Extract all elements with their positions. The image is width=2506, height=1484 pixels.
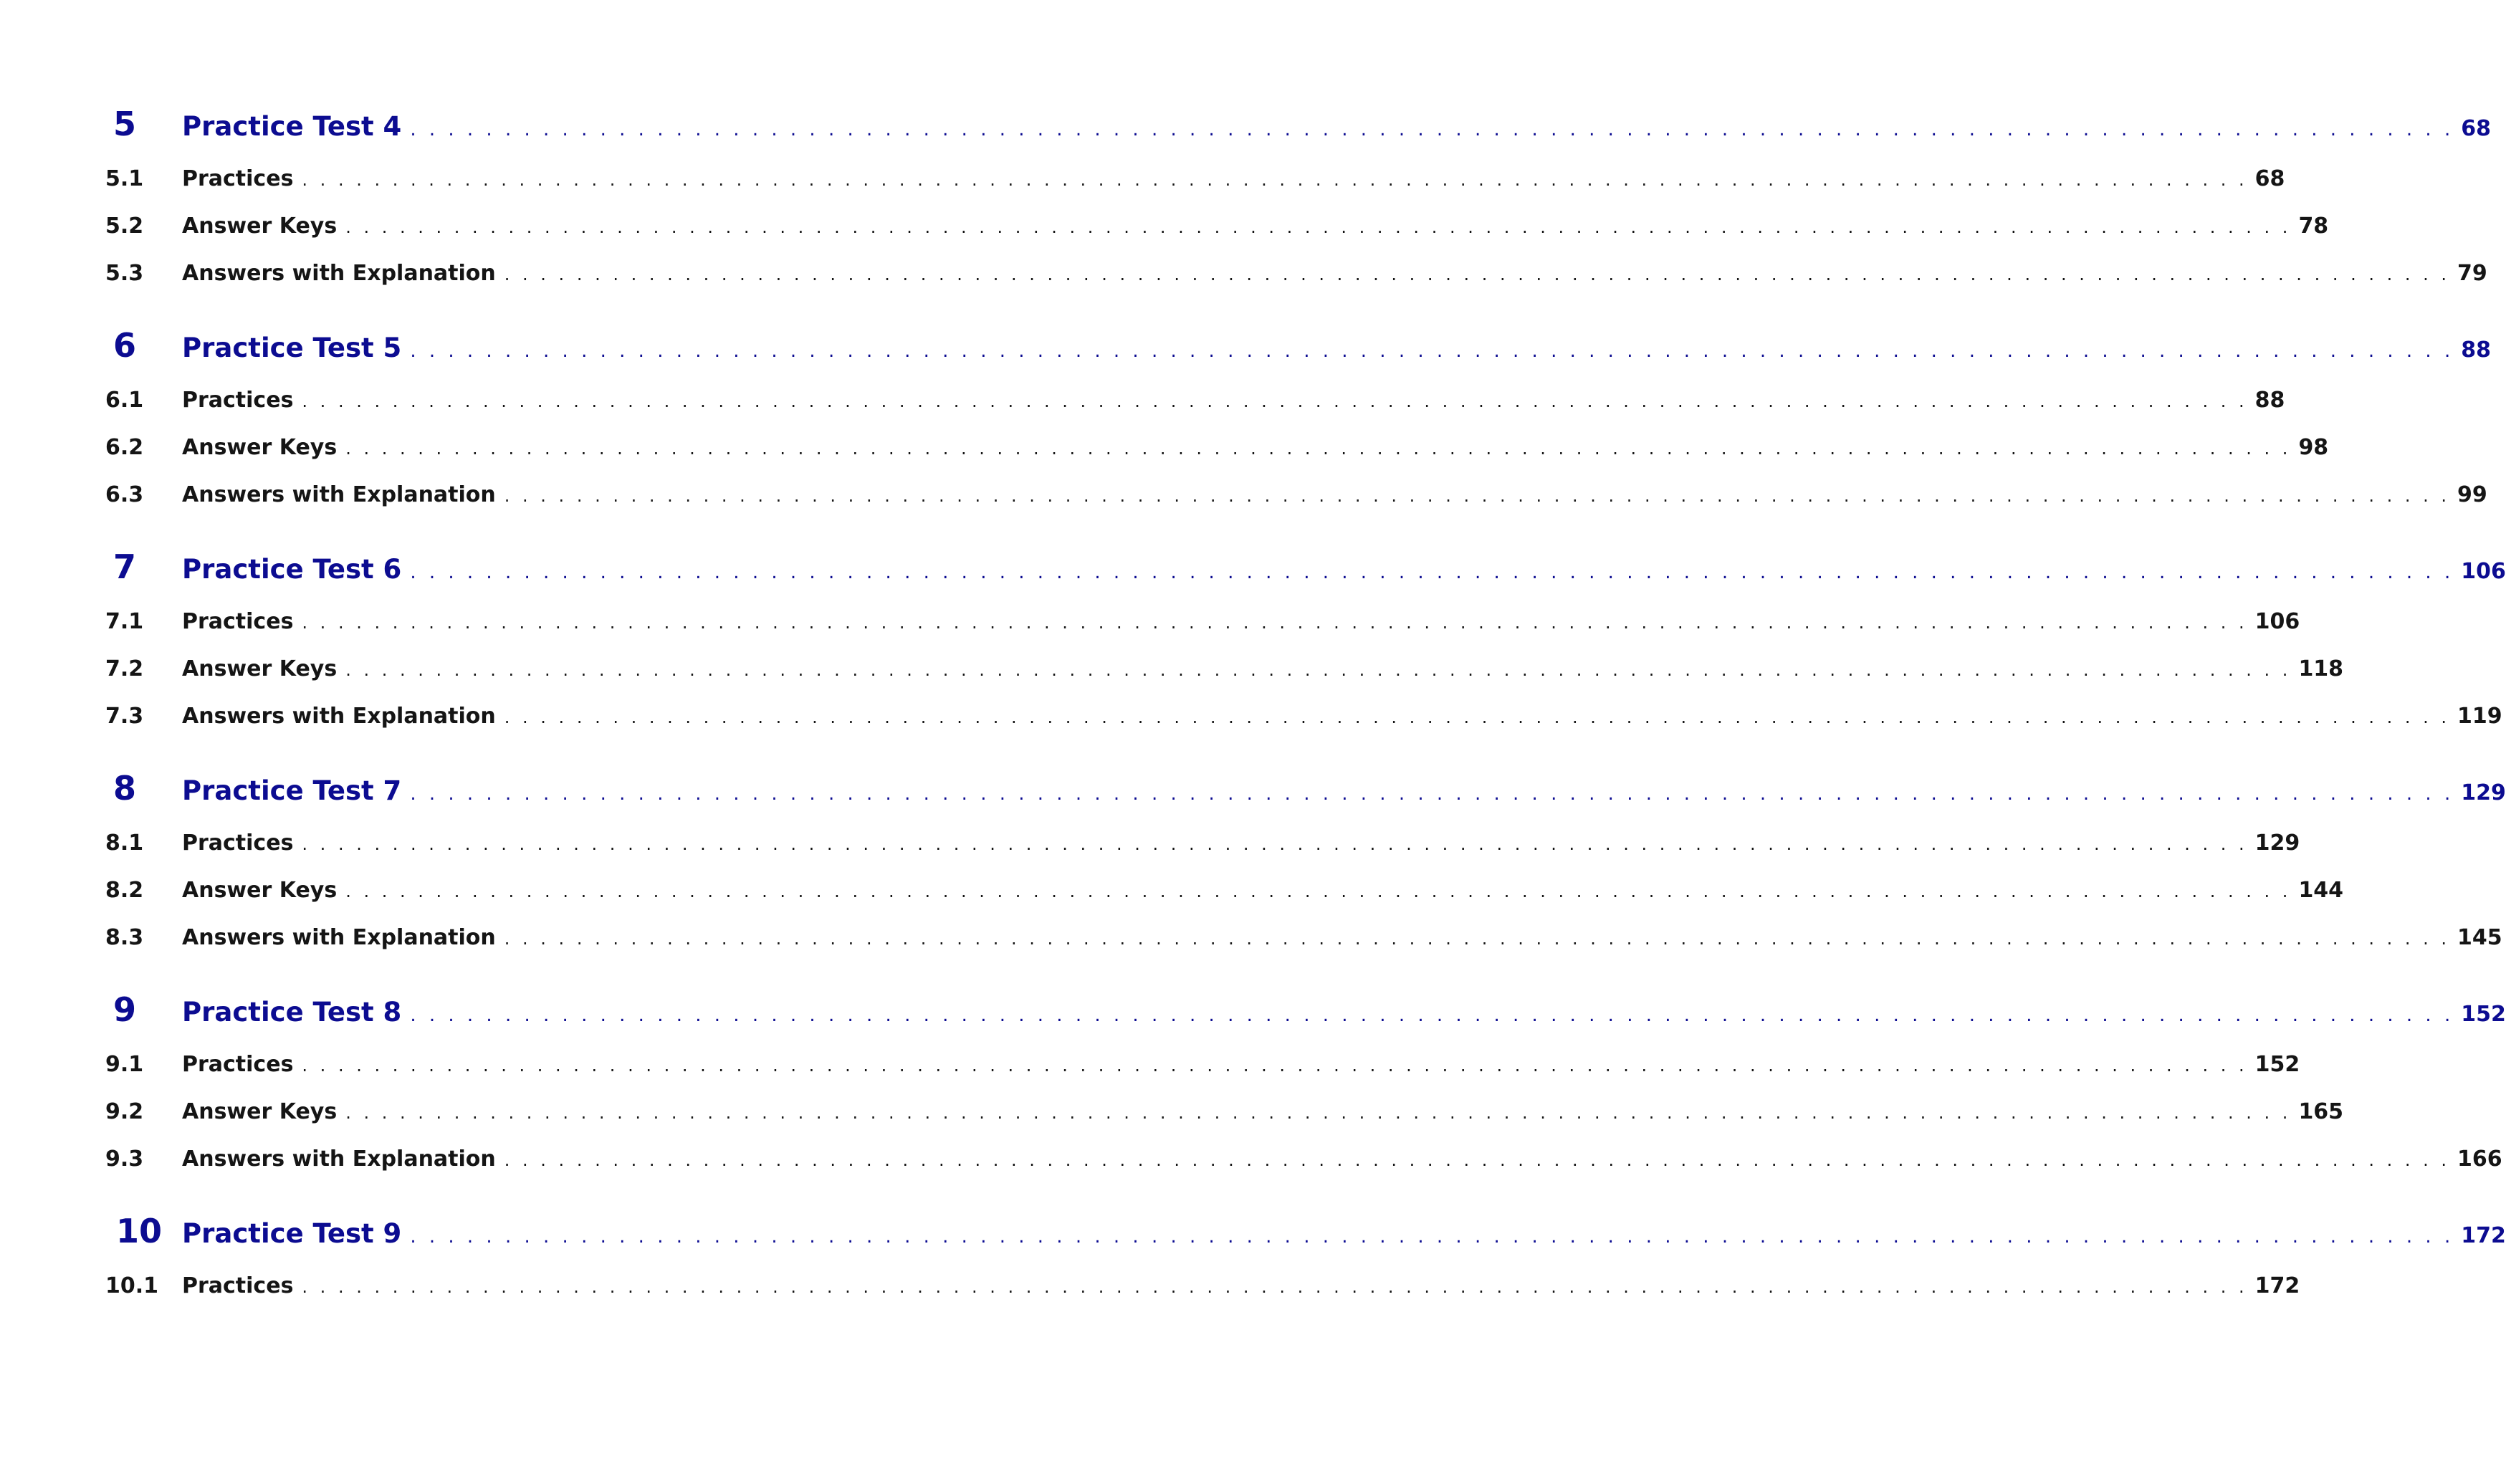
section-entry-8-2[interactable] [0,878,2344,903]
section-page-number[interactable]: 78 [2298,214,2329,239]
chapter-title[interactable]: Practice Test 7 [182,775,402,806]
chapter-number: 10 [116,1212,163,1250]
section-number: 8.3 [105,925,144,950]
section-title[interactable]: Answers with Explanation [182,261,496,286]
chapter-entry-8[interactable] [0,769,2506,808]
section-title[interactable]: Answers with Explanation [182,704,496,729]
dot-leader: . . . . . . . . . . . . . . . . . . . . . . . . . . . . . . . . . . . . . . . . . . . . . . . . . . . . . . . . . . . . . . . . . . . . . . . . . . . . . . . . . . . . . . . . . . . . . . . . . . . . . . . . . . . . [410,340,2454,362]
section-page-number[interactable]: 68 [2254,166,2285,191]
section-entry-6-1[interactable] [0,388,2285,413]
section-number: 10.1 [105,1273,159,1298]
section-title[interactable]: Practices [182,830,294,856]
section-title[interactable]: Practices [182,1273,294,1298]
section-page-number[interactable]: 79 [2457,261,2487,286]
section-entry-5-1[interactable] [0,166,2285,191]
section-page-number[interactable]: 172 [2254,1273,2300,1298]
section-title[interactable]: Answers with Explanation [182,925,496,950]
section-number: 8.1 [105,830,144,856]
chapter-title[interactable]: Practice Test 5 [182,332,402,363]
section-entry-5-2[interactable] [0,214,2329,239]
chapter-page-number[interactable]: 172 [2461,1223,2506,1248]
section-page-number[interactable]: 144 [2298,878,2344,903]
section-entry-8-3[interactable] [0,925,2502,950]
section-entry-6-3[interactable] [0,482,2487,507]
dot-leader: . . . . . . . . . . . . . . . . . . . . . . . . . . . . . . . . . . . . . . . . . . . . . . . . . . . . . . . . . . . . . . . . . . . . . . . . . . . . . . . . . . . . . . . . . . . . . . . . . . . . . . . . . . . . [410,783,2454,805]
section-entry-5-3[interactable] [0,261,2487,286]
dot-leader: . . . . . . . . . . . . . . . . . . . . . . . . . . . . . . . . . . . . . . . . . . . . . . . . . . . . . . . . . . . . . . . . . . . . . . . . . . . . . . . . . . . . . . . . . . . . . . . . . . . . . . . . . . . . [345,217,2292,237]
section-page-number[interactable]: 99 [2457,482,2487,507]
section-entry-9-2[interactable] [0,1099,2344,1124]
section-title[interactable]: Answer Keys [182,1099,338,1124]
section-title[interactable]: Practices [182,388,294,413]
chapter-page-number[interactable]: 152 [2461,1002,2506,1027]
dot-leader: . . . . . . . . . . . . . . . . . . . . . . . . . . . . . . . . . . . . . . . . . . . . . . . . . . . . . . . . . . . . . . . . . . . . . . . . . . . . . . . . . . . . . . . . . . . . . . . . . . . . . . . . . . . . [410,1226,2454,1248]
section-page-number[interactable]: 165 [2298,1099,2344,1124]
dot-leader: . . . . . . . . . . . . . . . . . . . . . . . . . . . . . . . . . . . . . . . . . . . . . . . . . . . . . . . . . . . . . . . . . . . . . . . . . . . . . . . . . . . . . . . . . . . . . . . . . . . . . . . . . . . . [302,1277,2248,1297]
section-number: 9.2 [105,1099,144,1124]
section-title[interactable]: Practices [182,609,294,634]
dot-leader: . . . . . . . . . . . . . . . . . . . . . . . . . . . . . . . . . . . . . . . . . . . . . . . . . . . . . . . . . . . . . . . . . . . . . . . . . . . . . . . . . . . . . . . . . . . . . . . . . . . . . . . . . . . . [345,660,2292,680]
chapter-number: 5 [113,105,137,143]
dot-leader: . . . . . . . . . . . . . . . . . . . . . . . . . . . . . . . . . . . . . . . . . . . . . . . . . . . . . . . . . . . . . . . . . . . . . . . . . . . . . . . . . . . . . . . . . . . . . . . . . . . . . . . . . . . . [302,613,2248,633]
chapter-title[interactable]: Practice Test 8 [182,997,402,1028]
section-number: 5.2 [105,214,144,239]
section-number: 7.3 [105,704,144,729]
section-page-number[interactable]: 145 [2457,925,2502,950]
section-entry-7-3[interactable] [0,704,2502,729]
section-entry-10-1[interactable] [0,1273,2300,1298]
section-title[interactable]: Answer Keys [182,656,338,681]
section-page-number[interactable]: 152 [2254,1052,2300,1077]
chapter-entry-9[interactable] [0,990,2506,1029]
section-page-number[interactable]: 119 [2457,704,2502,729]
section-entry-7-1[interactable] [0,609,2300,634]
chapter-page-number[interactable]: 106 [2461,559,2506,584]
dot-leader: . . . . . . . . . . . . . . . . . . . . . . . . . . . . . . . . . . . . . . . . . . . . . . . . . . . . . . . . . . . . . . . . . . . . . . . . . . . . . . . . . . . . . . . . . . . . . . . . . . . . . . . . . . . . [345,1103,2292,1123]
dot-leader: . . . . . . . . . . . . . . . . . . . . . . . . . . . . . . . . . . . . . . . . . . . . . . . . . . . . . . . . . . . . . . . . . . . . . . . . . . . . . . . . . . . . . . . . . . . . . . . . . . . . . . . . . . . . [302,834,2248,854]
dot-leader: . . . . . . . . . . . . . . . . . . . . . . . . . . . . . . . . . . . . . . . . . . . . . . . . . . . . . . . . . . . . . . . . . . . . . . . . . . . . . . . . . . . . . . . . . . . . . . . . . . . . . . . . . . . . [302,170,2248,190]
dot-leader: . . . . . . . . . . . . . . . . . . . . . . . . . . . . . . . . . . . . . . . . . . . . . . . . . . . . . . . . . . . . . . . . . . . . . . . . . . . . . . . . . . . . . . . . . . . . . . . . . . . . . . . . . . . . [504,486,2450,506]
chapter-number: 6 [113,326,137,365]
section-number: 7.1 [105,609,144,634]
chapter-page-number[interactable]: 68 [2461,116,2491,141]
dot-leader: . . . . . . . . . . . . . . . . . . . . . . . . . . . . . . . . . . . . . . . . . . . . . . . . . . . . . . . . . . . . . . . . . . . . . . . . . . . . . . . . . . . . . . . . . . . . . . . . . . . . . . . . . . . . [410,1005,2454,1026]
section-page-number[interactable]: 106 [2254,609,2300,634]
section-title[interactable]: Answer Keys [182,878,338,903]
section-number: 6.2 [105,435,144,460]
section-page-number[interactable]: 129 [2254,830,2300,856]
chapter-entry-10[interactable] [0,1212,2506,1250]
chapter-title[interactable]: Practice Test 6 [182,554,402,585]
section-page-number[interactable]: 166 [2457,1146,2502,1172]
section-entry-9-3[interactable] [0,1146,2502,1172]
section-entry-7-2[interactable] [0,656,2344,681]
dot-leader: . . . . . . . . . . . . . . . . . . . . . . . . . . . . . . . . . . . . . . . . . . . . . . . . . . . . . . . . . . . . . . . . . . . . . . . . . . . . . . . . . . . . . . . . . . . . . . . . . . . . . . . . . . . . [410,562,2454,583]
dot-leader: . . . . . . . . . . . . . . . . . . . . . . . . . . . . . . . . . . . . . . . . . . . . . . . . . . . . . . . . . . . . . . . . . . . . . . . . . . . . . . . . . . . . . . . . . . . . . . . . . . . . . . . . . . . . [345,439,2292,459]
chapter-number: 9 [113,990,137,1029]
section-number: 9.3 [105,1146,144,1172]
section-title[interactable]: Answer Keys [182,435,338,460]
section-number: 6.3 [105,482,144,507]
chapter-page-number[interactable]: 129 [2461,780,2506,805]
chapter-title[interactable]: Practice Test 9 [182,1218,402,1249]
section-title[interactable]: Practices [182,166,294,191]
section-title[interactable]: Answer Keys [182,214,338,239]
dot-leader: . . . . . . . . . . . . . . . . . . . . . . . . . . . . . . . . . . . . . . . . . . . . . . . . . . . . . . . . . . . . . . . . . . . . . . . . . . . . . . . . . . . . . . . . . . . . . . . . . . . . . . . . . . . . [504,264,2450,284]
dot-leader: . . . . . . . . . . . . . . . . . . . . . . . . . . . . . . . . . . . . . . . . . . . . . . . . . . . . . . . . . . . . . . . . . . . . . . . . . . . . . . . . . . . . . . . . . . . . . . . . . . . . . . . . . . . . [302,1055,2248,1076]
section-page-number[interactable]: 88 [2254,388,2285,413]
chapter-entry-7[interactable] [0,547,2506,586]
dot-leader: . . . . . . . . . . . . . . . . . . . . . . . . . . . . . . . . . . . . . . . . . . . . . . . . . . . . . . . . . . . . . . . . . . . . . . . . . . . . . . . . . . . . . . . . . . . . . . . . . . . . . . . . . . . . [302,391,2248,411]
chapter-entry-5[interactable] [0,105,2491,143]
section-title[interactable]: Answers with Explanation [182,1146,496,1172]
section-number: 5.1 [105,166,144,191]
dot-leader: . . . . . . . . . . . . . . . . . . . . . . . . . . . . . . . . . . . . . . . . . . . . . . . . . . . . . . . . . . . . . . . . . . . . . . . . . . . . . . . . . . . . . . . . . . . . . . . . . . . . . . . . . . . . [410,119,2454,140]
chapter-number: 8 [113,769,137,808]
dot-leader: . . . . . . . . . . . . . . . . . . . . . . . . . . . . . . . . . . . . . . . . . . . . . . . . . . . . . . . . . . . . . . . . . . . . . . . . . . . . . . . . . . . . . . . . . . . . . . . . . . . . . . . . . . . . [504,1150,2450,1170]
section-page-number[interactable]: 98 [2298,435,2329,460]
section-page-number[interactable]: 118 [2298,656,2344,681]
section-number: 5.3 [105,261,144,286]
section-number: 7.2 [105,656,144,681]
section-title[interactable]: Answers with Explanation [182,482,496,507]
chapter-title[interactable]: Practice Test 4 [182,111,402,142]
chapter-entry-6[interactable] [0,326,2491,365]
section-number: 6.1 [105,388,144,413]
section-number: 8.2 [105,878,144,903]
dot-leader: . . . . . . . . . . . . . . . . . . . . . . . . . . . . . . . . . . . . . . . . . . . . . . . . . . . . . . . . . . . . . . . . . . . . . . . . . . . . . . . . . . . . . . . . . . . . . . . . . . . . . . . . . . . . [345,881,2292,901]
section-entry-6-2[interactable] [0,435,2329,460]
section-entry-9-1[interactable] [0,1052,2300,1077]
section-entry-8-1[interactable] [0,830,2300,856]
section-number: 9.1 [105,1052,144,1077]
chapter-number: 7 [113,547,137,586]
dot-leader: . . . . . . . . . . . . . . . . . . . . . . . . . . . . . . . . . . . . . . . . . . . . . . . . . . . . . . . . . . . . . . . . . . . . . . . . . . . . . . . . . . . . . . . . . . . . . . . . . . . . . . . . . . . . [504,929,2450,949]
chapter-page-number[interactable]: 88 [2461,338,2491,363]
dot-leader: . . . . . . . . . . . . . . . . . . . . . . . . . . . . . . . . . . . . . . . . . . . . . . . . . . . . . . . . . . . . . . . . . . . . . . . . . . . . . . . . . . . . . . . . . . . . . . . . . . . . . . . . . . . . [504,707,2450,727]
section-title[interactable]: Practices [182,1052,294,1077]
